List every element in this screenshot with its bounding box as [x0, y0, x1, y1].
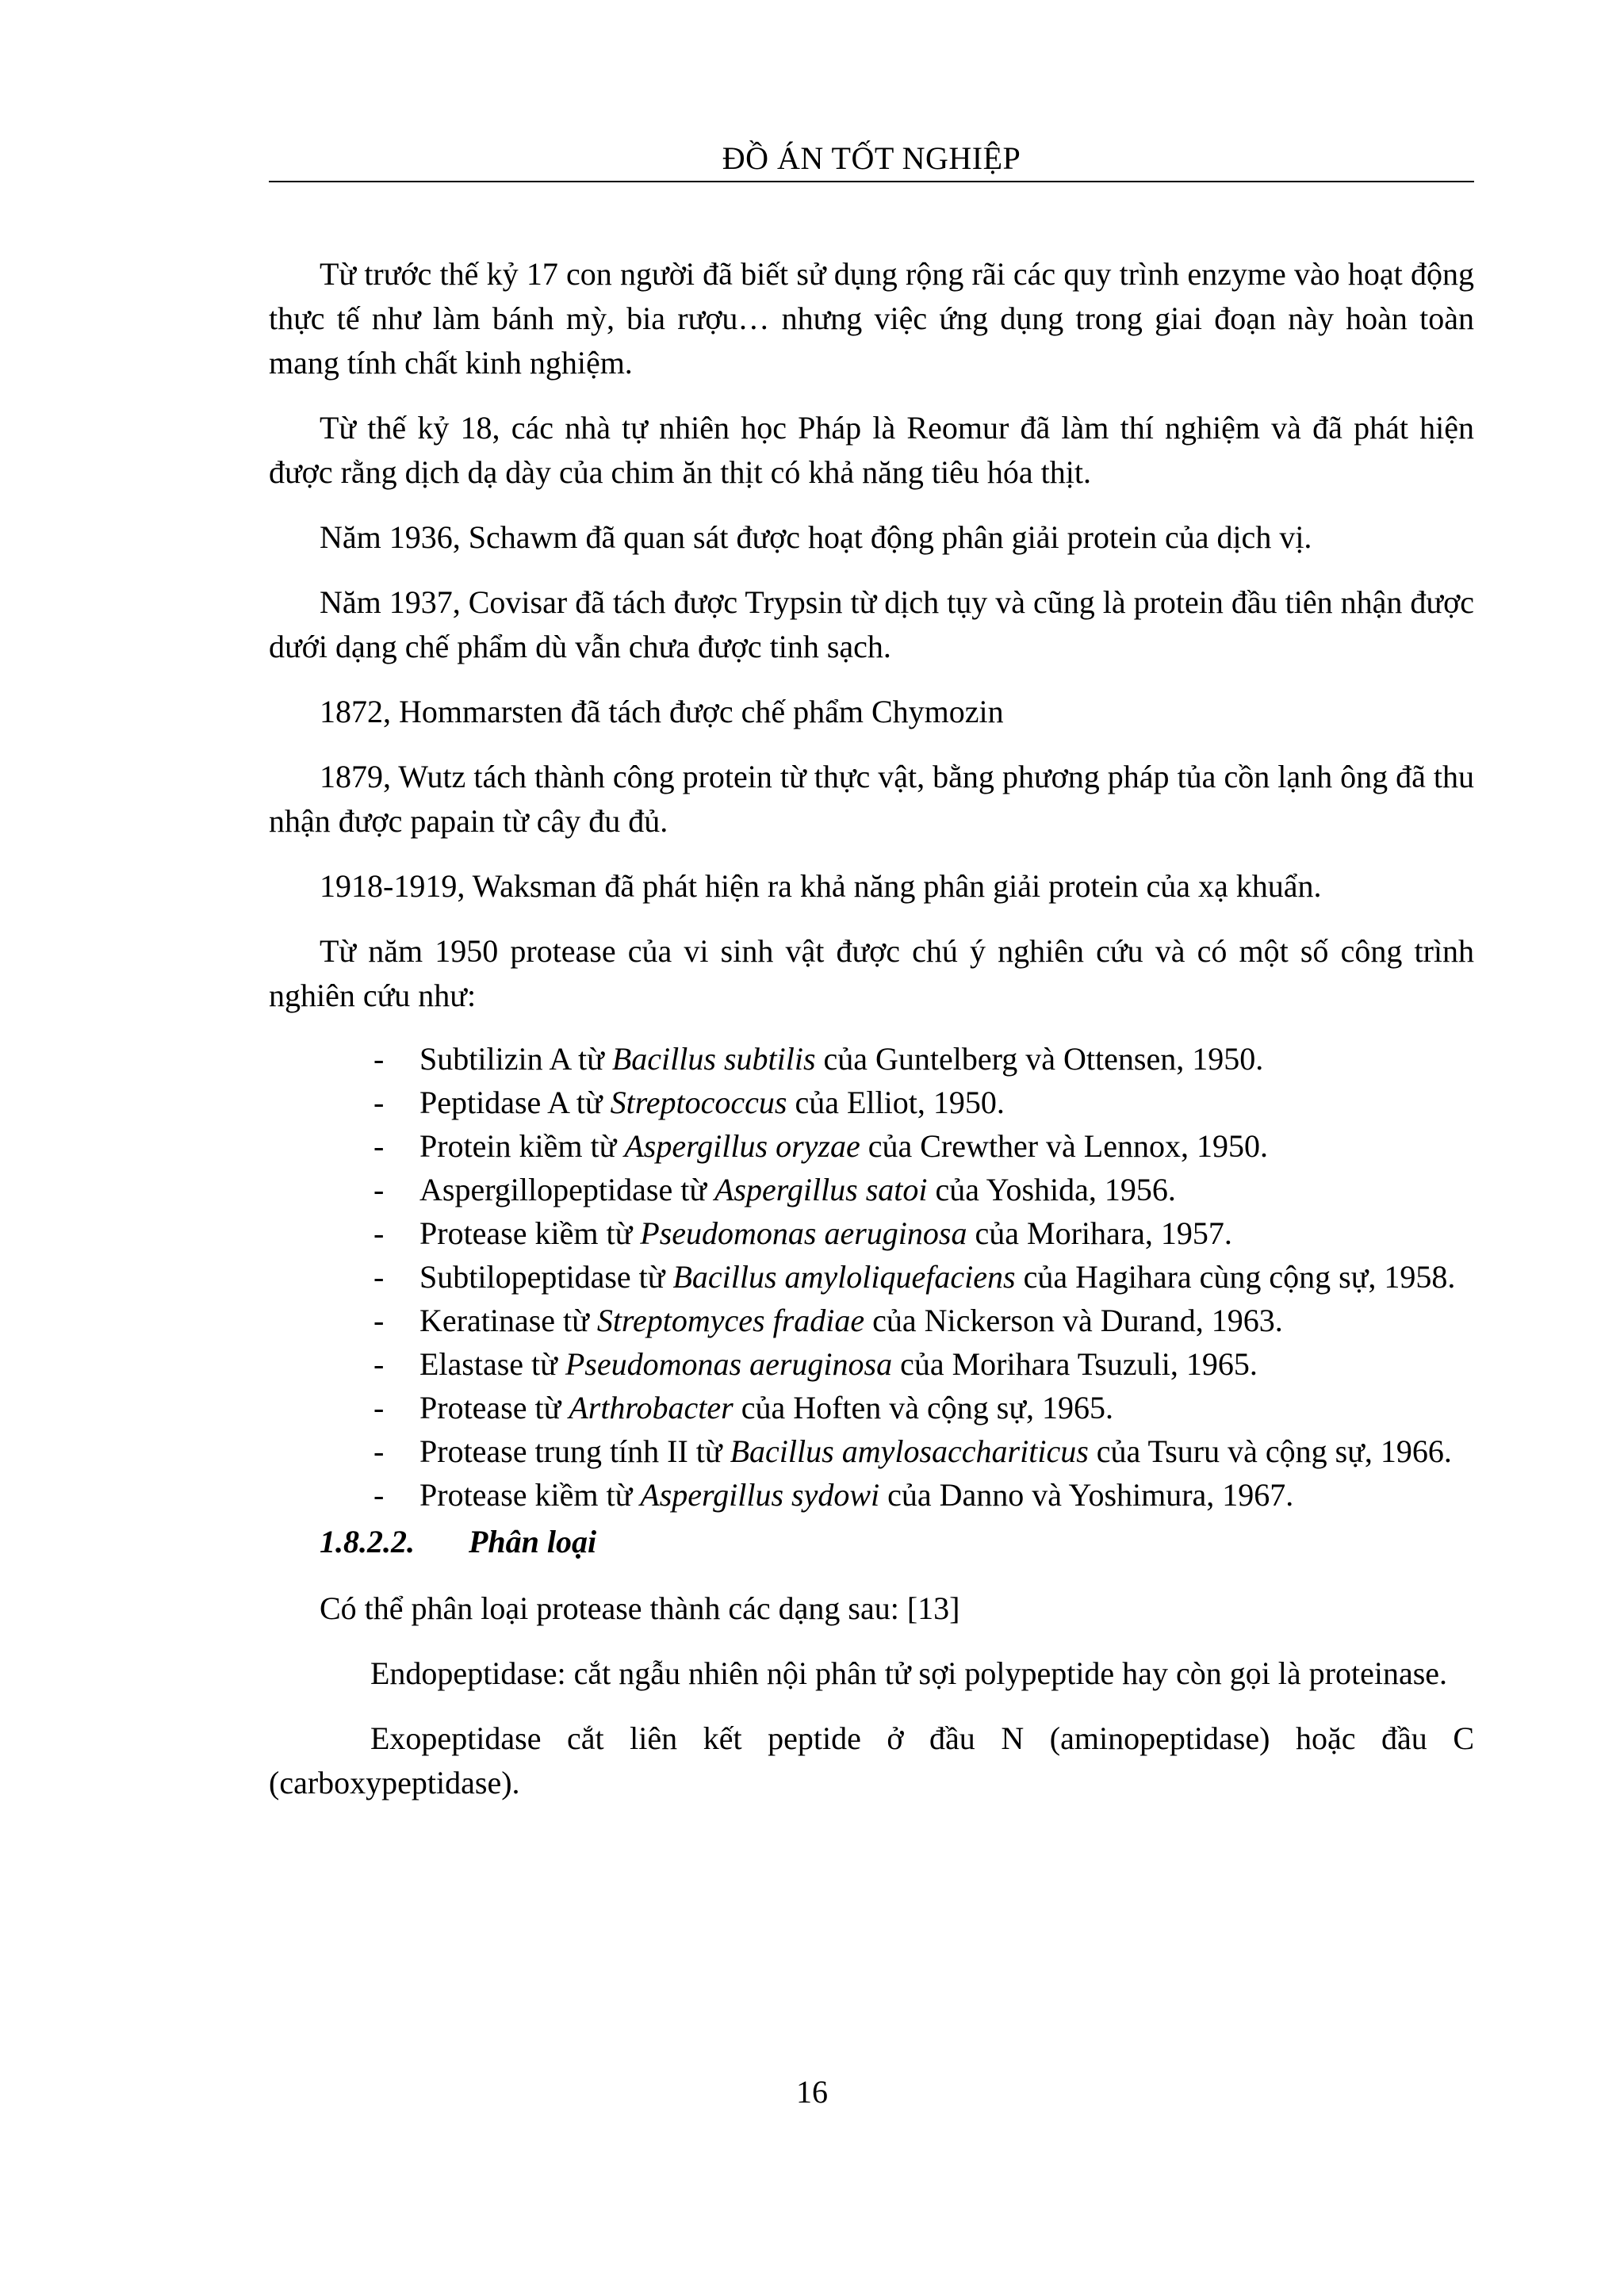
list-item: - Keratinase từ Streptomyces fradiae của Nickerson và Durand, 1963. — [269, 1299, 1474, 1342]
bullet-dash: - — [373, 1303, 385, 1338]
list-item: - Protein kiềm từ Aspergillus oryzae của Crewther và Lennox, 1950. — [269, 1124, 1474, 1168]
bullet-dash: - — [373, 1085, 385, 1120]
paragraph: Endopeptidase: cắt ngẫu nhiên nội phân tử sợi polypeptide hay còn gọi là proteinase. — [370, 1655, 1448, 1691]
header-title: ĐỒ ÁN TỐT NGHIỆP — [722, 140, 1021, 176]
list-item: - Protease từ Arthrobacter của Hoften và cộng sự, 1965. — [269, 1386, 1474, 1429]
species-name: Aspergillus sydowi — [640, 1477, 880, 1513]
bullet-dash: - — [373, 1259, 385, 1295]
bullet-dash: - — [373, 1433, 385, 1469]
species-name: Pseudomonas aeruginosa — [565, 1346, 893, 1382]
list-item: - Protease trung tính II từ Bacillus amylosacchariticus của Tsuru và cộng sự, 1966. — [269, 1429, 1474, 1473]
protease-list — [269, 1037, 1474, 1517]
section-heading — [269, 1520, 1474, 1564]
bullet-dash: - — [373, 1128, 385, 1164]
list-item: - Protease kiềm từ Pseudomonas aeruginosa của Morihara, 1957. — [269, 1211, 1474, 1255]
document-body — [269, 252, 1474, 1826]
species-name: Bacillus subtilis — [611, 1041, 816, 1077]
page-number: 16 — [796, 2074, 828, 2110]
paragraph: 1872, Hommarsten đã tách được chế phẩm Chymozin — [320, 694, 1004, 729]
section-title: Phân loại — [469, 1524, 597, 1559]
list-item: - Elastase từ Pseudomonas aeruginosa của Morihara Tsuzuli, 1965. — [269, 1342, 1474, 1386]
paragraph: 1879, Wutz tách thành công protein từ thực vật, bằng phương pháp tủa cồn lạnh ông đã thu nhận được papain từ cây đu đủ. — [269, 759, 1474, 839]
bullet-dash: - — [373, 1215, 385, 1251]
paragraph: Năm 1936, Schawm đã quan sát được hoạt động phân giải protein của dịch vị. — [320, 519, 1312, 555]
paragraph: Từ năm 1950 protease của vi sinh vật được chú ý nghiên cứu và có một số công trình nghiên cứu như: — [269, 933, 1474, 1013]
paragraph: Năm 1937, Covisar đã tách được Trypsin từ dịch tụy và cũng là protein đầu tiên nhận được dưới dạng chế phẩm dù vẫn chưa được tinh sạch. — [269, 584, 1474, 664]
species-name: Aspergillus satoi — [714, 1172, 928, 1207]
page-header — [269, 119, 1474, 182]
list-item: - Peptidase A từ Streptococcus của Elliot, 1950. — [269, 1081, 1474, 1124]
bullet-dash: - — [373, 1390, 385, 1425]
paragraph: 1918-1919, Waksman đã phát hiện ra khả năng phân giải protein của xạ khuẩn. — [320, 868, 1322, 904]
paragraph: Từ trước thế kỷ 17 con người đã biết sử dụng rộng rãi các quy trình enzyme vào hoạt động thực tế như làm bánh mỳ, bia rượu… nhưng việc ứng dụng trong giai đoạn này hoàn toàn mang tính chất kinh nghiệm. — [269, 256, 1474, 381]
paragraph: Exopeptidase cắt liên kết peptide ở đầu N (aminopeptidase) hoặc đầu C (carboxypeptidase). — [269, 1720, 1474, 1800]
list-item: - Subtilizin A từ Bacillus subtilis của Guntelberg và Ottensen, 1950. — [269, 1037, 1474, 1081]
list-item: - Protease kiềm từ Aspergillus sydowi của Danno và Yoshimura, 1967. — [269, 1473, 1474, 1517]
bullet-dash: - — [373, 1041, 385, 1077]
species-name: Pseudomonas aeruginosa — [640, 1215, 967, 1251]
species-name: Arthrobacter — [569, 1390, 733, 1425]
species-name: Streptococcus — [610, 1085, 787, 1120]
list-item: - Subtilopeptidase từ Bacillus amyloliquefaciens của Hagihara cùng cộng sự, 1958. — [269, 1255, 1474, 1299]
list-item: - Aspergillopeptidase từ Aspergillus satoi của Yoshida, 1956. — [269, 1168, 1474, 1211]
species-name: Bacillus amylosacchariticus — [730, 1433, 1089, 1469]
bullet-dash: - — [373, 1346, 385, 1382]
species-name: Aspergillus oryzae — [624, 1128, 860, 1164]
species-name: Streptomyces fradiae — [596, 1303, 865, 1338]
section-number: 1.8.2.2. — [320, 1524, 415, 1559]
bullet-dash: - — [373, 1477, 385, 1513]
bullet-dash: - — [373, 1172, 385, 1207]
paragraph: Có thể phân loại protease thành các dạng sau: [13] — [320, 1590, 960, 1626]
paragraph: Từ thế kỷ 18, các nhà tự nhiên học Pháp là Reomur đã làm thí nghiệm và đã phát hiện được rằng dịch dạ dày của chim ăn thịt có khả năng tiêu hóa thịt. — [269, 410, 1474, 490]
species-name: Bacillus amyloliquefaciens — [672, 1259, 1016, 1295]
